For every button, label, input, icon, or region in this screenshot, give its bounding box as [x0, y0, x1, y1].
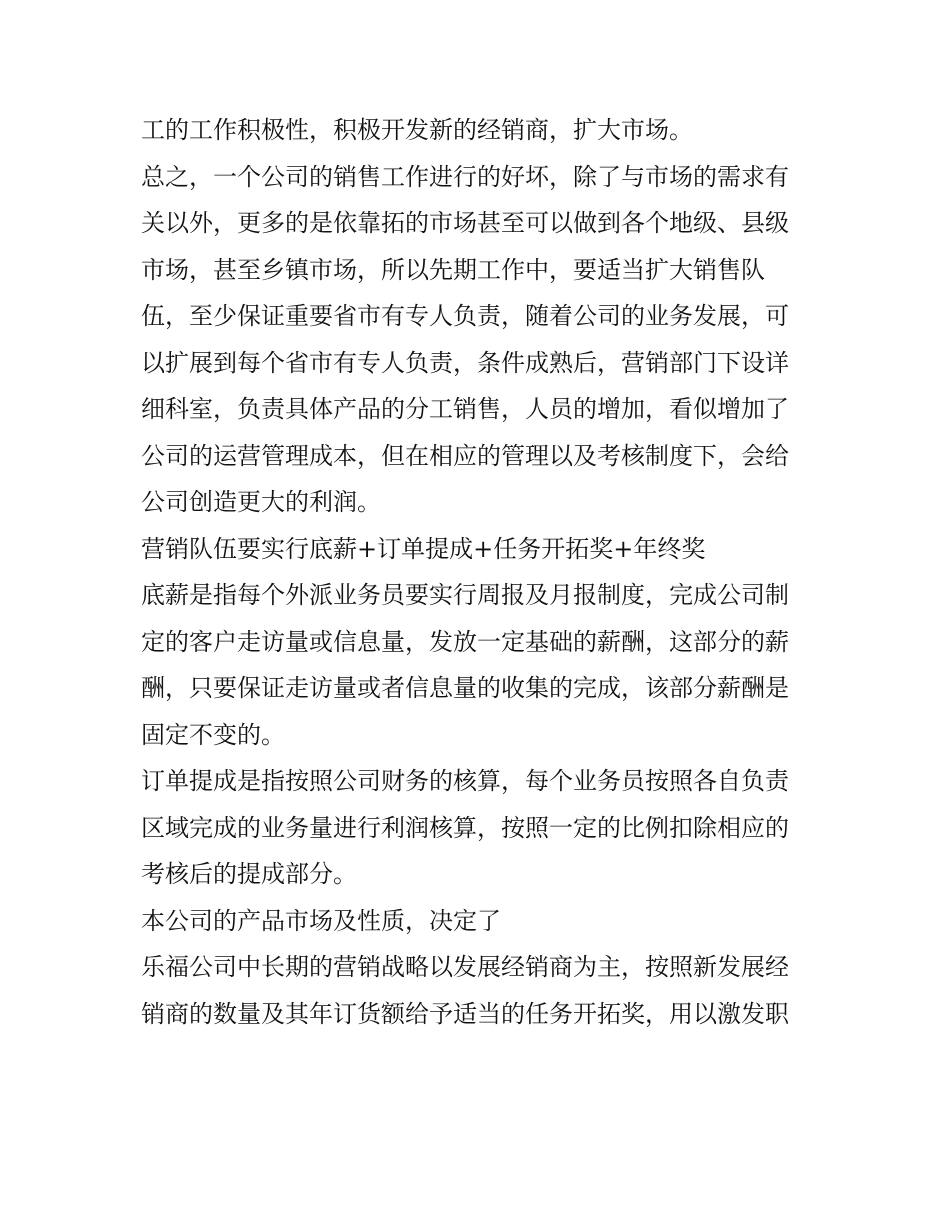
text-line: 区域完成的业务量进行利润核算，按照一定的比例扣除相应的: [141, 813, 789, 842]
text-line: 定的客户走访量或信息量，发放一定基础的薪酬，这部分的薪: [141, 627, 789, 656]
text-line: 营销队伍要实行底薪+订单提成+任务开拓奖+年终奖: [141, 534, 706, 563]
text-line: 乐福公司中长期的营销战略以发展经销商为主，按照新发展经: [141, 953, 789, 981]
text-line: 市场，甚至乡镇市场，所以先期工作中，要适当扩大销售队: [141, 255, 765, 284]
text-line: 酬，只要保证走访量或者信息量的收集的完成，该部分薪酬是: [141, 674, 789, 702]
text-line: 总之，一个公司的销售工作进行的好坏，除了与市场的需求有: [141, 162, 789, 191]
text-line: 伍，至少保证重要省市有专人负责，随着公司的业务发展，可: [141, 302, 789, 330]
text-line: 销商的数量及其年订货额给予适当的任务开拓奖，用以激发职: [141, 999, 789, 1028]
text-line: 关以外，更多的是依靠拓的市场甚至可以做到各个地级、县级: [141, 209, 789, 237]
text-line: 细科室，负责具体产品的分工销售，人员的增加，看似增加了: [141, 395, 789, 423]
text-line: 考核后的提成部分。: [141, 860, 357, 888]
text-line: 工的工作积极性，积极开发新的经销商，扩大市场。: [141, 116, 693, 144]
text-line: 底薪是指每个外派业务员要实行周报及月报制度，完成公司制: [141, 581, 789, 609]
text-line: 公司的运营管理成本，但在相应的管理以及考核制度下，会给: [141, 441, 789, 470]
text-line: 本公司的产品市场及性质，决定了: [141, 906, 501, 935]
text-line: 以扩展到每个省市有专人负责，条件成熟后，营销部门下设详: [141, 348, 789, 377]
text-line: 公司创造更大的利润。: [141, 488, 381, 516]
text-line: 固定不变的。: [141, 720, 285, 749]
document-body: [141, 107, 813, 1037]
text-line: 订单提成是指按照公司财务的核算，每个业务员按照各自负责: [141, 767, 789, 795]
